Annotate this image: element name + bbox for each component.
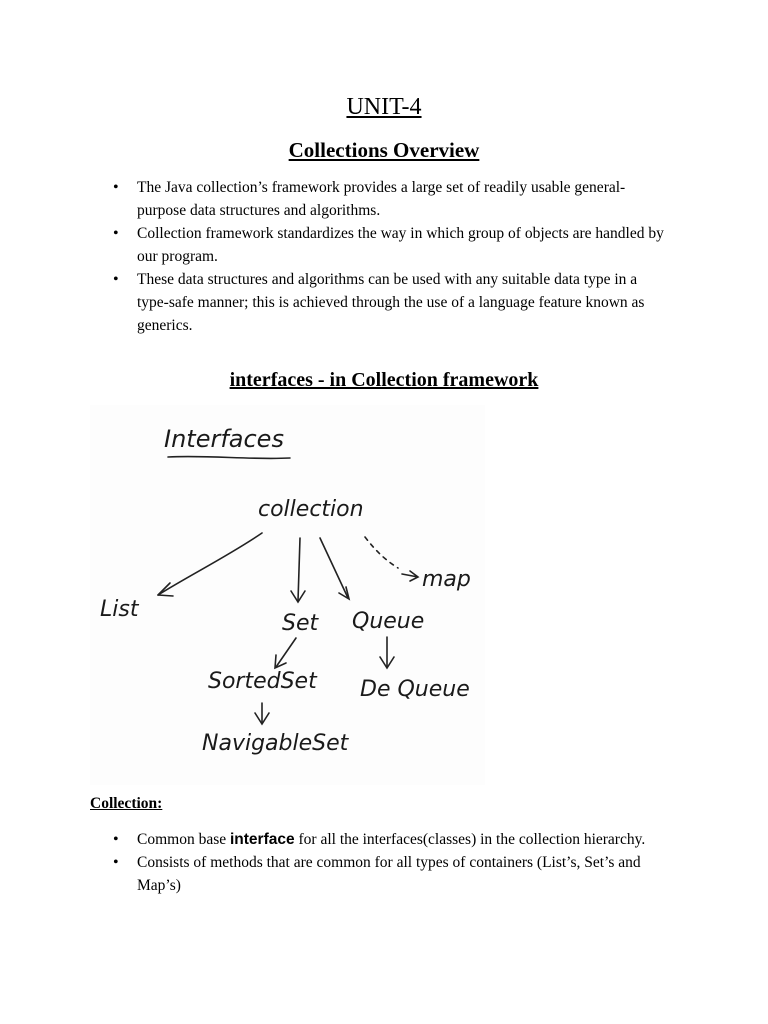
node-dequeue: De Queue xyxy=(360,677,470,702)
title-underline xyxy=(168,457,290,459)
unit-title: UNIT-4 xyxy=(346,94,422,120)
node-collection: collection xyxy=(258,497,364,522)
node-navigableset: NavigableSet xyxy=(202,731,349,756)
interfaces-diagram xyxy=(90,405,485,785)
list-item: • Collection framework standardizes the way in which group of objects are handled by our program. xyxy=(110,222,670,268)
node-sortedset: SortedSet xyxy=(208,669,317,694)
bullet-text: for all the interfaces(classes) in the collection hierarchy. xyxy=(294,831,646,848)
arrow-to-map xyxy=(365,537,398,568)
node-queue: Queue xyxy=(352,609,425,634)
node-set: Set xyxy=(282,611,319,636)
keyword-interface: interface xyxy=(230,831,295,848)
list-item: • These data structures and algorithms can be used with any suitable data type in a type-safe manner; this is achieved through the use of a language feature known as generics. xyxy=(110,268,670,337)
diagram-arrows xyxy=(90,405,485,785)
bullet-text: Common base xyxy=(137,831,230,848)
page-title: Collections Overview xyxy=(288,138,480,162)
node-list: List xyxy=(100,597,139,622)
diagram-title: Interfaces xyxy=(164,425,284,453)
collection-heading: Collection: xyxy=(90,795,163,812)
arrow-to-list xyxy=(158,533,262,595)
collection-list xyxy=(110,828,670,897)
interfaces-heading: interfaces - in Collection framework xyxy=(229,369,539,391)
overview-list xyxy=(110,176,670,337)
arrow-to-queue xyxy=(320,538,348,598)
list-item: • Consists of methods that are common for all types of containers (List’s, Set’s and Map’s) xyxy=(110,851,670,897)
node-map: map xyxy=(422,567,471,592)
arrow-to-set xyxy=(298,538,300,601)
list-item xyxy=(110,828,670,851)
list-item: • The Java collection’s framework provides a large set of readily usable general-purpose data structures and algorithms. xyxy=(110,176,670,222)
